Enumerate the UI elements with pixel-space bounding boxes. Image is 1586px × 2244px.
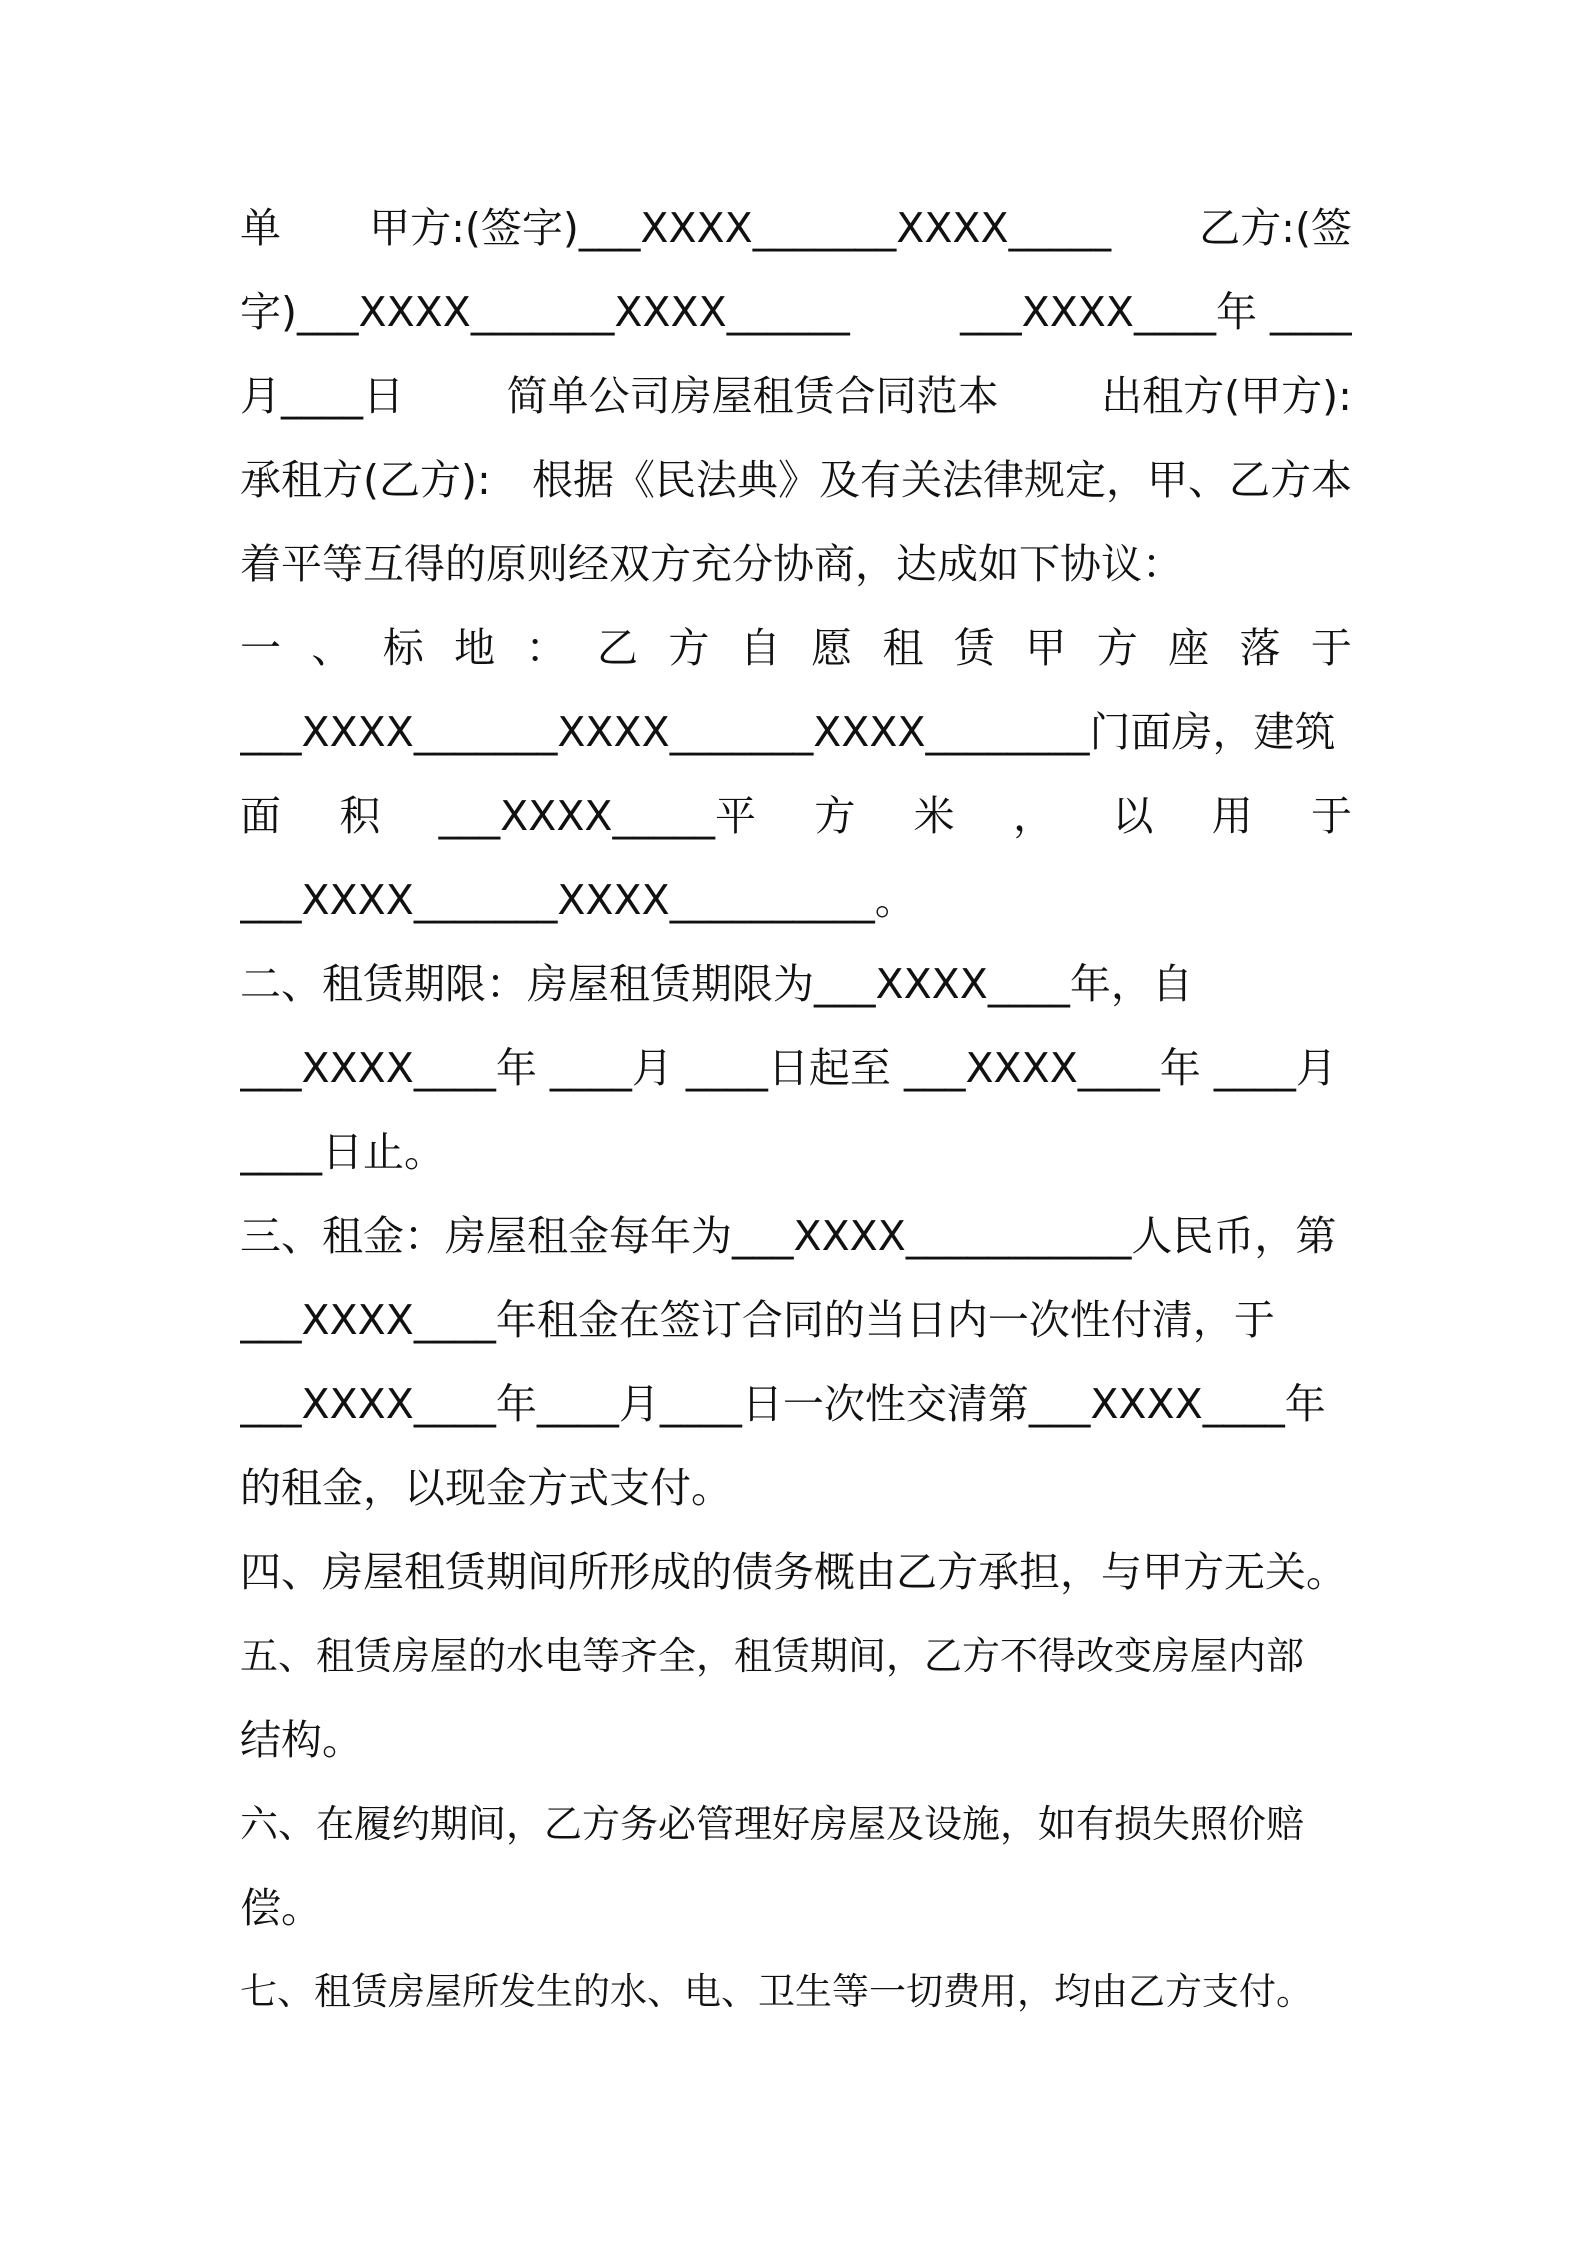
- line-6-seg-16: 于: [1310, 624, 1352, 672]
- line-11-seg-1: ___XXXX____年 ____月 ____日起至 ___XXXX____年 ____月: [240, 1044, 1337, 1092]
- line-6-seg-8: 自: [739, 624, 781, 672]
- line-9-seg-1: ___XXXX_______XXXX__________。: [240, 876, 916, 924]
- line-15-seg-1: ___XXXX____年____月____日一次性交清第___XXXX____年: [240, 1380, 1326, 1428]
- line-8-seg-8: 用: [1211, 792, 1253, 840]
- line-14: [240, 1290, 1352, 1350]
- line-2: [240, 282, 1352, 342]
- line-12: [240, 1122, 1352, 1182]
- line-3-seg-1: 月____日: [240, 372, 404, 420]
- line-8-seg-1: 面: [240, 792, 281, 840]
- line-8-seg-3: ___XXXX_____平: [438, 792, 757, 840]
- line-19: [240, 1710, 1352, 1770]
- line-8-seg-5: 米: [913, 792, 955, 840]
- line-18: [240, 1626, 1352, 1686]
- line-6-seg-5: ：: [525, 624, 567, 672]
- line-6-seg-11: 赁: [953, 624, 995, 672]
- line-3-seg-3: 出租方(甲方):: [1101, 372, 1352, 420]
- line-16-seg-1: 的租金，以现金方式支付。: [240, 1464, 732, 1512]
- line-7: [240, 702, 1352, 762]
- line-11: [240, 1038, 1352, 1098]
- line-6-seg-15: 落: [1239, 624, 1281, 672]
- line-8-seg-9: 于: [1310, 792, 1352, 840]
- line-14-seg-1: ___XXXX____年租金在签订合同的当日内一次性付清，于: [240, 1296, 1275, 1344]
- line-8-seg-4: 方: [814, 792, 856, 840]
- line-3: [240, 366, 1352, 426]
- line-6-seg-9: 愿: [811, 624, 853, 672]
- line-8-seg-6: ，: [1013, 792, 1054, 840]
- line-20: [240, 1794, 1352, 1854]
- line-7-seg-1: ___XXXX_______XXXX_______XXXX________门面房，建筑: [240, 708, 1336, 756]
- line-6-seg-10: 租: [882, 624, 924, 672]
- line-18-seg-1: 五、租赁房屋的水电等齐全，租赁期间，乙方不得改变房屋内部: [240, 1634, 1305, 1678]
- line-9: [240, 870, 1352, 930]
- line-20-seg-1: 六、在履约期间，乙方务必管理好房屋及设施，如有损失照价赔: [240, 1802, 1305, 1846]
- line-4: [240, 450, 1352, 510]
- line-17: [240, 1542, 1352, 1602]
- line-4-seg-2: 根据《民法典》及有关法律规定，甲、乙方本: [532, 456, 1352, 504]
- line-22: [240, 1962, 1352, 2022]
- line-1: [240, 198, 1352, 258]
- line-6-seg-4: 地: [454, 624, 496, 672]
- line-3-seg-2: 简单公司房屋租赁合同范本: [506, 372, 999, 420]
- line-1-seg-1: 单: [240, 204, 281, 252]
- line-1-seg-2: 甲方:(签字)___XXXX_______XXXX_____: [369, 204, 1112, 252]
- line-10: [240, 954, 1352, 1014]
- line-6-seg-3: 标: [382, 624, 424, 672]
- line-6-seg-2: 、: [311, 624, 353, 672]
- line-21: [240, 1878, 1352, 1938]
- line-6: [240, 618, 1352, 678]
- line-2-seg-2: ___XXXX____年 ____: [960, 288, 1352, 336]
- line-19-seg-1: 结构。: [240, 1716, 363, 1764]
- line-13-seg-1: 三、租金：房屋租金每年为___XXXX___________人民币，第: [240, 1212, 1337, 1260]
- line-21-seg-1: 偿。: [240, 1884, 322, 1932]
- line-22-seg-1: 七、租赁房屋所发生的水、电、卫生等一切费用，均由乙方支付。: [240, 1970, 1313, 2013]
- line-2-seg-1: 字)___XXXX_______XXXX______: [240, 288, 850, 336]
- line-5-seg-1: 着平等互得的原则经双方充分协商，达成如下协议：: [240, 540, 1183, 588]
- line-10-seg-1: 二、租赁期限：房屋租赁期限为___XXXX____年，自: [240, 960, 1193, 1008]
- line-15: [240, 1374, 1352, 1434]
- line-6-seg-7: 方: [668, 624, 710, 672]
- line-13: [240, 1206, 1352, 1266]
- line-6-seg-13: 方: [1096, 624, 1138, 672]
- line-6-seg-1: 一: [240, 624, 281, 672]
- line-16: [240, 1458, 1352, 1518]
- line-1-seg-3: 乙方:(签: [1199, 204, 1352, 252]
- line-6-seg-6: 乙: [596, 624, 638, 672]
- line-5: [240, 534, 1352, 594]
- line-4-seg-1: 承租方(乙方):: [240, 456, 491, 504]
- line-8-seg-7: 以: [1112, 792, 1154, 840]
- line-6-seg-12: 甲: [1025, 624, 1067, 672]
- line-6-seg-14: 座: [1168, 624, 1210, 672]
- line-8-seg-2: 积: [339, 792, 381, 840]
- line-8: [240, 786, 1352, 846]
- line-17-seg-1: 四、房屋租赁期间所形成的债务概由乙方承担，与甲方无关。: [240, 1548, 1347, 1596]
- line-12-seg-1: ____日止。: [240, 1128, 445, 1176]
